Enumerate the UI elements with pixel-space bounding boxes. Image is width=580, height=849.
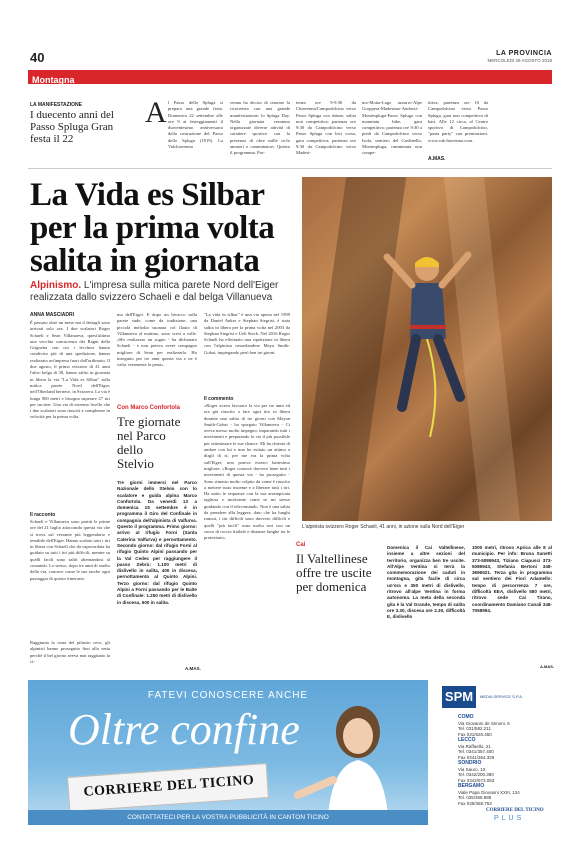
ad-contact-panel: [428, 680, 552, 825]
ad-newspaper-title: CORRIERE DEL TICINO: [83, 772, 255, 800]
dropcap: A: [145, 96, 167, 129]
ad-banner[interactable]: [28, 680, 428, 825]
cai-kicker: Cai: [296, 542, 306, 548]
cdt-plus-logo: CORRIERE DEL TICINO: [486, 808, 544, 813]
sidebar-title: Tre giornate nel Parco dello Stelvio: [117, 414, 181, 471]
main-col3: "La vida es silbar" è una via aperta nel 1999 da Daniel Anker e Stephan Siegrist, è stata salita in libera per la prima volta nel 2003 da Stephan Siegrist e Ueli Steck. Nel 2016 Roger Schaeli ha effettuato una ripetizione in libera con l'alpinista neozelandese Maya Smith-Gobat, impiegando però ben tre giorni.: [204, 312, 290, 355]
photo-caption: L'alpinista svizzero Roger Schaeli, 41 anni, in azione sulla Nord dell'Eiger: [302, 524, 465, 530]
page-number: 40: [30, 50, 45, 65]
section-bar: [28, 70, 552, 84]
divider: [28, 168, 552, 169]
office-lecco: LECCO Via Raffaello, 21 Tel. 0341/357.400 Fax 0341/364.329: [458, 737, 495, 760]
top-story-col2: venna ha deciso di onorare la ricorrenza con una grande manifestazione: lo Spluga Day. Nella giornata verranno organizzate diverse attività di carattere sportivo con la presenza di oltre mille ciclo amatori e camminatori. Questo il programma. Par-: [230, 100, 290, 156]
cai-title: Il Valtellinese offre tre uscite per domenica: [296, 551, 372, 594]
sidebar-kicker: Con Marco Confortola: [117, 405, 180, 411]
subhead-text: L'impresa sulla mitica parete Nord dell'Eiger realizzata dallo svizzero Schaeli e dal belga Villanueva: [30, 280, 279, 303]
top-story-col3: tenza ore 9-9:30 da Chiavenna/Campodolcino verso Passo Spluga con sbiuse, salita non competitiva; partenza ore 9:30 da Campodolcino verso Passo Spluga con bici corsa, gara competitiva; partenza ore 9:30 da Campodolcino verso Madesi-: [296, 100, 356, 156]
ad-contact-line: CONTATTATECI PER LA VOSTRA PUBBLICITÀ IN CANTON TICINO: [28, 810, 428, 825]
top-story-col4: mo-Motta-Lago azzurro-Alpe Groppera-Madesimo-Andossi-Montespluga-Passo Spluga con mountain bike, gara competitiva; partenza ore 9:30 a piedi da Campodolcino verso Isola, sentiero del Cardinello, Montespluga, camminata non compe-: [362, 100, 422, 156]
sidebar-signature: A.MAS.: [185, 666, 201, 671]
main-headline: La Vida es Silbar per la prima volta salita in giornata: [30, 177, 275, 279]
cai-col2: 1000 metri, ritrovo Aprica alle 8 al municipio. Per info: Bruna Sanetti 373-5086943, Tiziano Ciapusci 373-5086943, Stefania Bertoni 348-3696521. Terza gita in programma sul sentiero dei Fiori Adamello: tempo di percorrenza 7 ore, difficoltà EEA, dislivello 580 metri, ritrovo sede Cai Tirano, coordinamento Damiano Canali 348-7058994.: [472, 545, 552, 613]
newspaper-name: LA PROVINCIA: [496, 50, 552, 57]
subhead-commento: Il commento: [204, 396, 234, 402]
top-story-title: I duecento anni del Passo Spluga Gran festa il 22: [30, 109, 114, 145]
section-label: Montagna: [32, 75, 75, 85]
ad-top-line: FATEVI CONOSCERE ANCHE: [147, 690, 309, 701]
ad-newspaper: [67, 763, 269, 812]
sidebar-text: Tre giorni immersi nel Parco Nazionale dello Stelvio con lo scalatore e guida alpina Marco Confortola. Da venerdì 13 a domenica 15 settembre è in programma il Giro del Confinale in compagnia dell'alpinista di Valfurva. Questo il programma. Primo giorno: arrivo al rifugio Forni (Santa Caterina Valfurva) e pernottamento. Secondo giorno: dal rifugio Forni al rifugio Quinto Alpini passando per la Val Cedec per raggiungere il passo Zebrù: 1.100 metri di dislivello in salita, 400 in discesa, pernottamento al Quinto Alpini. Terzo giorno: dal rifugio Quinto Alpini a Forni passando per le Baite di Confinale: 1.250 metri di dislivello in discesa, 600 in salita.: [117, 480, 197, 605]
main-subhead: [30, 280, 300, 304]
main-col2: ma dell'Eiger. E dopo un bivacco sulla parete sude, come da tradizione, una piccola melodia suonata col flauto di Villanueva al mattino, sono scesi a valle. «Ho realizzato un sogno - ha dichiarato Schaeli - e non potevo avere compagno migliore di Sean per realizzarlo. Ho inseguito per tre anni questa via e ne è valsa veramente la pena».: [117, 312, 197, 368]
cai-signature: A.MAS.: [540, 664, 554, 669]
main-col1b: Schaeli e Villanueva sono partiti le prime ore del 21 luglio attaccando questa via che si trova sul versante più leggendario e temibile dell'Eiger. Hanno scalato tutti i tiri in libera con Schaeli che da capocordata ha guidato su tutti i tiri più difficili, mentre su quelli facili sono saliti alternandosi al comando. Lo stesso, dopo tre anni di studio della via, conosce come le sue tasche ogni passaggio di questo itinerario.: [30, 519, 110, 581]
subhead-label: Alpinismo.: [30, 280, 82, 291]
cdt-plus-label: PLUS: [494, 815, 525, 822]
main-col1: È passato oltre un mese ma il dettagli sono arrivati solo ora. I due scalatori Roger Schaeli e Sean Villanueva, quest'ultimo una vecchia conoscenza dei Ragni della Grignetta con cui i lecchesi hanno condiviso più di una spedizione, hanno realizzato un'impresa fuori dall'ordinario. Il due agosto, il primo svizzero di 41 anni l'altro belga di 38, hanno salito in giornata in libera la via "La Vida es Silbar" sulla mitica parete Nord dell'Eiger, nell'Oberland bernese, in Svizzera. La via è lunga 900 metri e bisogna superare 27 tiri per uscirne. Una via di estremo livello che i due scalatori sono riusciti a completare in velocità per la prima volta.: [30, 320, 110, 420]
ad-slogan: Oltre confine: [68, 705, 300, 754]
top-story-col1: l Passo dello Spluga si prepara una grande festa. Domenica 22 settembre alle ore 9 ai festeggiamenti il duecentesimo anniversario della costruzione del Passo dello Spluga (1819). La Valchiavenna: [168, 100, 223, 150]
office-sondrio: SONDRIO Via Sauro, 13 Tel. 0342/200.380 Fax 0342/573.053: [458, 760, 495, 783]
spm-logo-sub: MEDIA SERVICE S.P.A.: [480, 694, 523, 699]
subhead-racconto: Il racconto: [30, 512, 56, 518]
spm-logo: SPM: [442, 686, 476, 708]
main-col3b: «Roger aveva lavorato la via per tre anni ed era già riuscito a fare ogni tiro in libera durante una salita di tre giorni con Mayan Smith-Gobat - ha spiegato Villanueva - Ci aveva messo molto impegno, imparando tutti i movimenti e preparando la via il più possibile per ottimizzare le sue chance. Mi ha chiesto di andare con lui e non ho esitato un attimo a dirgli di sì, per me era la prima volta sull'Eiger, non poteva esserci battesimo migliore. «Roger conosce davvero bene tutti i movimenti di questa via - ha proseguito - Sono rimasto molto colpito da come è riuscito a mettere tutto insieme e a liberare tutti i tiri. Ha unito le sequenze con la sua arrampicata tagliosa e motivante come se mi stesse guidando con il telecomando. Non è una salita da prendere alla leggera, dato che ha lunghi runout, i tiri difficili sono davvero difficili e quelli "più facili" sono molto seri con un sacco di roccia friabile e distanze lunghe tra le protezioni».: [204, 403, 290, 541]
office-como: COMO Via Giovanni de Simoni, 6 Tel. 031/582.211 Fax 031/526.450: [458, 714, 510, 737]
climber-photo: [302, 177, 552, 521]
main-col1c: Raggiunta la cima del pilastro ceco, gli alpinisti hanno proseguito fino alla vetta perché il bel giorno aveva mai raggiunto la ci-: [30, 640, 110, 664]
byline: ANNA MASCIADRI: [30, 312, 74, 318]
issue-date: MERCOLEDÌ 28 AGOSTO 2019: [487, 58, 552, 63]
top-story-col5: titiva; partenza ore 10 da Campodolcino verso Passo Spluga, gara non competitiva di kart. Alle 12 circa, al Centro sportivo di Campodolcino, "pasta party" con premiazioni. www.valchiavenna.com.: [428, 100, 488, 143]
office-bergamo: BERGAMO Viale Papa Giovanni XXIII, 124 Tel. 035/358.888 Fax 035/358.753: [458, 783, 520, 806]
top-story-kicker: LA MANIFESTAZIONE: [30, 102, 82, 108]
climber-illustration: [372, 247, 482, 437]
cai-col1: Domenica il Cai Valtellinese, insieme a altre sezioni del territorio, organizza ben tre uscite. All'Alpe Ventina si terrà la commemorazione dei caduti in montagna, gita facile di circa un'ora e 350 metri di dislivello, ritrovo all'alpe Ventina in forma autonoma. La meta della seconda gita è la Val Grande, tempo di salita ore 3.30, discesa ore 2.30, difficoltà E, dislivello: [387, 545, 465, 620]
top-story-signature: A.MAS.: [428, 156, 446, 162]
ad-woman-illustration: [278, 700, 418, 815]
